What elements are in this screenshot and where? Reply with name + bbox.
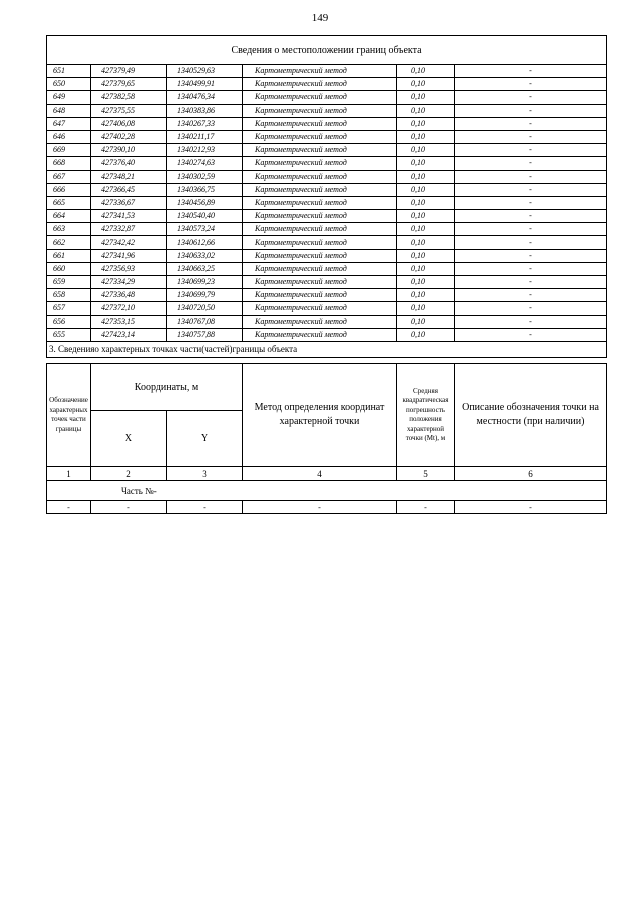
error-cell: 0,10 bbox=[397, 223, 455, 236]
coord-x: 427379,49 bbox=[91, 65, 167, 78]
point-number: 664 bbox=[47, 210, 91, 223]
coord-x: 427334,29 bbox=[91, 276, 167, 289]
description-cell: - bbox=[455, 249, 607, 262]
coord-x: 427375,55 bbox=[91, 104, 167, 117]
dash-cell: - bbox=[167, 501, 243, 514]
method-cell: Картометрический метод bbox=[243, 236, 397, 249]
coord-x: 427376,40 bbox=[91, 157, 167, 170]
method-cell: Картометрический метод bbox=[243, 78, 397, 91]
error-cell: 0,10 bbox=[397, 302, 455, 315]
coord-y: 1340302,59 bbox=[167, 170, 243, 183]
col-number: 5 bbox=[397, 467, 455, 481]
table-row bbox=[47, 170, 607, 183]
error-cell: 0,10 bbox=[397, 196, 455, 209]
point-number: 658 bbox=[47, 289, 91, 302]
description-cell: - bbox=[455, 183, 607, 196]
point-number: 655 bbox=[47, 328, 91, 341]
error-cell: 0,10 bbox=[397, 289, 455, 302]
point-number: 669 bbox=[47, 144, 91, 157]
point-number: 661 bbox=[47, 249, 91, 262]
part-points-table bbox=[46, 363, 607, 514]
error-cell: 0,10 bbox=[397, 262, 455, 275]
method-cell: Картометрический метод bbox=[243, 157, 397, 170]
method-cell: Картометрический метод bbox=[243, 302, 397, 315]
coord-y: 1340720,50 bbox=[167, 302, 243, 315]
error-cell: 0,10 bbox=[397, 276, 455, 289]
table-row bbox=[47, 210, 607, 223]
coord-x: 427342,42 bbox=[91, 236, 167, 249]
header-y: Y bbox=[167, 411, 243, 467]
description-cell: - bbox=[455, 104, 607, 117]
coord-y: 1340699,23 bbox=[167, 276, 243, 289]
description-cell: - bbox=[455, 78, 607, 91]
error-cell: 0,10 bbox=[397, 91, 455, 104]
error-cell: 0,10 bbox=[397, 117, 455, 130]
coord-x: 427382,58 bbox=[91, 91, 167, 104]
point-number: 663 bbox=[47, 223, 91, 236]
description-cell: - bbox=[455, 302, 607, 315]
col-number: 4 bbox=[243, 467, 397, 481]
coord-y: 1340529,63 bbox=[167, 65, 243, 78]
table-row bbox=[47, 104, 607, 117]
section3-title: 3. Сведенияо характерных точках части(частей)границы объекта bbox=[47, 341, 607, 357]
description-cell: - bbox=[455, 223, 607, 236]
point-number: 660 bbox=[47, 262, 91, 275]
table-row bbox=[47, 262, 607, 275]
coord-y: 1340633,02 bbox=[167, 249, 243, 262]
description-cell: - bbox=[455, 157, 607, 170]
section-title: Сведения о местоположении границ объекта bbox=[47, 36, 607, 65]
header-x: X bbox=[91, 411, 167, 467]
coord-y: 1340212,93 bbox=[167, 144, 243, 157]
dash-cell: - bbox=[47, 501, 91, 514]
page-number: 149 bbox=[311, 12, 329, 24]
coord-x: 427406,08 bbox=[91, 117, 167, 130]
coord-x: 427366,45 bbox=[91, 183, 167, 196]
method-cell: Картометрический метод bbox=[243, 315, 397, 328]
header-description: Описание обозначения точки на местности (при наличии) bbox=[455, 364, 607, 467]
table-row bbox=[47, 249, 607, 262]
description-cell: - bbox=[455, 328, 607, 341]
table-row bbox=[47, 302, 607, 315]
table-row bbox=[47, 78, 607, 91]
description-cell: - bbox=[455, 144, 607, 157]
coord-y: 1340274,63 bbox=[167, 157, 243, 170]
method-cell: Картометрический метод bbox=[243, 130, 397, 143]
table-row bbox=[47, 91, 607, 104]
dash-cell: - bbox=[397, 501, 455, 514]
error-cell: 0,10 bbox=[397, 65, 455, 78]
method-cell: Картометрический метод bbox=[243, 196, 397, 209]
coord-x: 427341,96 bbox=[91, 249, 167, 262]
coord-x: 427336,48 bbox=[91, 289, 167, 302]
point-number: 657 bbox=[47, 302, 91, 315]
method-cell: Картометрический метод bbox=[243, 328, 397, 341]
description-cell: - bbox=[455, 130, 607, 143]
description-cell: - bbox=[455, 117, 607, 130]
table-row bbox=[47, 144, 607, 157]
description-cell: - bbox=[455, 315, 607, 328]
method-cell: Картометрический метод bbox=[243, 104, 397, 117]
coord-y: 1340476,34 bbox=[167, 91, 243, 104]
coord-x: 427348,21 bbox=[91, 170, 167, 183]
table-row bbox=[47, 289, 607, 302]
boundary-table bbox=[46, 35, 607, 358]
coord-y: 1340699,79 bbox=[167, 289, 243, 302]
table-row bbox=[47, 196, 607, 209]
dash-cell: - bbox=[91, 501, 167, 514]
col-number: 3 bbox=[167, 467, 243, 481]
point-number: 648 bbox=[47, 104, 91, 117]
error-cell: 0,10 bbox=[397, 315, 455, 328]
coord-x: 427341,53 bbox=[91, 210, 167, 223]
table-row bbox=[47, 276, 607, 289]
description-cell: - bbox=[455, 210, 607, 223]
coord-x: 427379,65 bbox=[91, 78, 167, 91]
method-cell: Картометрический метод bbox=[243, 170, 397, 183]
description-cell: - bbox=[455, 65, 607, 78]
coord-y: 1340211,17 bbox=[167, 130, 243, 143]
point-number: 651 bbox=[47, 65, 91, 78]
description-cell: - bbox=[455, 170, 607, 183]
error-cell: 0,10 bbox=[397, 236, 455, 249]
coord-x: 427356,93 bbox=[91, 262, 167, 275]
description-cell: - bbox=[455, 91, 607, 104]
coord-y: 1340663,25 bbox=[167, 262, 243, 275]
coord-y: 1340366,75 bbox=[167, 183, 243, 196]
point-number: 667 bbox=[47, 170, 91, 183]
table-row bbox=[47, 223, 607, 236]
coord-x: 427336,67 bbox=[91, 196, 167, 209]
table-row bbox=[47, 315, 607, 328]
description-cell: - bbox=[455, 236, 607, 249]
coord-y: 1340767,08 bbox=[167, 315, 243, 328]
coord-y: 1340612,66 bbox=[167, 236, 243, 249]
dash-cell: - bbox=[243, 501, 397, 514]
point-number: 646 bbox=[47, 130, 91, 143]
point-number: 659 bbox=[47, 276, 91, 289]
point-number: 647 bbox=[47, 117, 91, 130]
method-cell: Картометрический метод bbox=[243, 262, 397, 275]
part-label: Часть №- bbox=[47, 481, 607, 501]
coord-y: 1340757,88 bbox=[167, 328, 243, 341]
method-cell: Картометрический метод bbox=[243, 117, 397, 130]
point-number: 666 bbox=[47, 183, 91, 196]
header-point-designation: Обозначение характерных точек части границы bbox=[47, 364, 91, 467]
error-cell: 0,10 bbox=[397, 104, 455, 117]
coord-y: 1340267,33 bbox=[167, 117, 243, 130]
point-number: 662 bbox=[47, 236, 91, 249]
header-method: Метод определения координат характерной точки bbox=[243, 364, 397, 467]
dash-cell: - bbox=[455, 501, 607, 514]
error-cell: 0,10 bbox=[397, 328, 455, 341]
method-cell: Картометрический метод bbox=[243, 183, 397, 196]
coord-x: 427390,10 bbox=[91, 144, 167, 157]
table-row bbox=[47, 328, 607, 341]
point-number: 665 bbox=[47, 196, 91, 209]
coord-y: 1340456,89 bbox=[167, 196, 243, 209]
error-cell: 0,10 bbox=[397, 170, 455, 183]
error-cell: 0,10 bbox=[397, 183, 455, 196]
description-cell: - bbox=[455, 262, 607, 275]
point-number: 649 bbox=[47, 91, 91, 104]
col-number: 6 bbox=[455, 467, 607, 481]
method-cell: Картометрический метод bbox=[243, 289, 397, 302]
col-number: 1 bbox=[47, 467, 91, 481]
error-cell: 0,10 bbox=[397, 249, 455, 262]
col-number: 2 bbox=[91, 467, 167, 481]
method-cell: Картометрический метод bbox=[243, 276, 397, 289]
error-cell: 0,10 bbox=[397, 157, 455, 170]
point-number: 668 bbox=[47, 157, 91, 170]
description-cell: - bbox=[455, 196, 607, 209]
point-number: 650 bbox=[47, 78, 91, 91]
coord-y: 1340573,24 bbox=[167, 223, 243, 236]
coord-y: 1340540,40 bbox=[167, 210, 243, 223]
point-number: 656 bbox=[47, 315, 91, 328]
coord-y: 1340499,91 bbox=[167, 78, 243, 91]
description-cell: - bbox=[455, 276, 607, 289]
table-row bbox=[47, 236, 607, 249]
method-cell: Картометрический метод bbox=[243, 91, 397, 104]
method-cell: Картометрический метод bbox=[243, 223, 397, 236]
error-cell: 0,10 bbox=[397, 210, 455, 223]
table-row bbox=[47, 157, 607, 170]
method-cell: Картометрический метод bbox=[243, 65, 397, 78]
coord-x: 427402,28 bbox=[91, 130, 167, 143]
coord-y: 1340383,86 bbox=[167, 104, 243, 117]
method-cell: Картометрический метод bbox=[243, 144, 397, 157]
coord-x: 427372,10 bbox=[91, 302, 167, 315]
coord-x: 427423,14 bbox=[91, 328, 167, 341]
error-cell: 0,10 bbox=[397, 144, 455, 157]
error-cell: 0,10 bbox=[397, 130, 455, 143]
coord-x: 427332,87 bbox=[91, 223, 167, 236]
coord-x: 427353,15 bbox=[91, 315, 167, 328]
method-cell: Картометрический метод bbox=[243, 249, 397, 262]
header-error: Средняя квадратическая погрешность положения характерной точки (Mt), м bbox=[397, 364, 455, 467]
method-cell: Картометрический метод bbox=[243, 210, 397, 223]
table-row bbox=[47, 65, 607, 78]
table-row bbox=[47, 183, 607, 196]
error-cell: 0,10 bbox=[397, 78, 455, 91]
description-cell: - bbox=[455, 289, 607, 302]
header-coordinates: Координаты, м bbox=[91, 364, 243, 411]
table-row bbox=[47, 130, 607, 143]
table-row bbox=[47, 117, 607, 130]
